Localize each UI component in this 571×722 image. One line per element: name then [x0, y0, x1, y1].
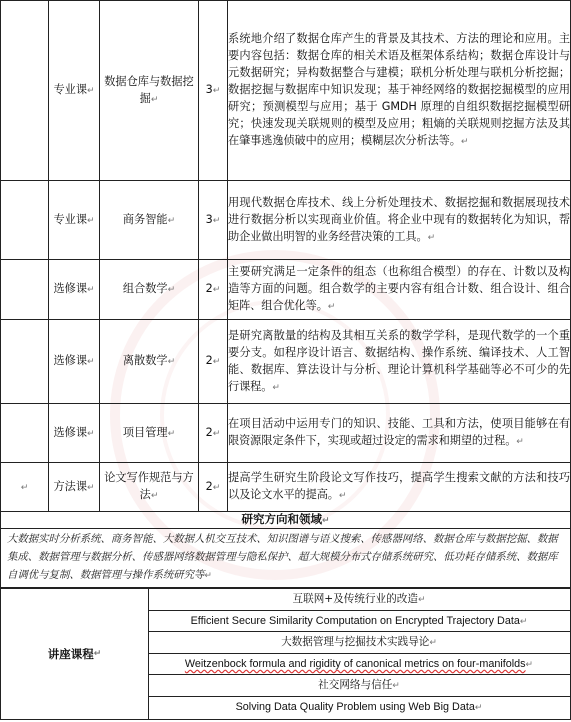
course-type: 专业课↵: [49, 1, 100, 181]
lecture-item: Weitzenbock formula and rigidity of canonical metrics on four-manifolds↵: [148, 654, 570, 676]
course-description: 主要研究满足一定条件的组态（也称组合模型）的存在、计数以及构造等方面的问题。组合数学的主要内容有组合计数、组合设计、组合矩阵、组合优化等。↵: [228, 260, 571, 320]
empty-cell: [1, 320, 49, 404]
course-name: 商务智能↵: [100, 181, 199, 260]
course-name: 论文写作规范与方法↵: [100, 463, 199, 512]
lecture-item: Solving Data Quality Problem using Web Big Data↵: [235, 700, 483, 713]
course-description: 在项目活动中运用专门的知识、技能、工具和方法，使项目能够在有限资源限定条件下，实现或超过设定的需求和期望的过程。↵: [228, 404, 571, 463]
course-credits: 2↵: [199, 404, 228, 463]
table-row: [1, 404, 571, 463]
research-direction-body: 大数据实时分析系统、商务智能、大数据人机交互技术、知识图谱与语义搜索、传感器网络、数据仓库与数据挖掘、数据集成、数据管理与数据分析、传感器网络数据管理与隐私保护、超大规模分布式存储系统研究、低功耗存储系统、数据库自调优与复制、数据管理与操作系统研究等↵: [7, 533, 558, 581]
table-row: [1, 463, 571, 512]
course-type: 方法课↵: [49, 463, 100, 512]
lecture-item: 大数据管理与挖掘技术实践导论↵: [148, 632, 570, 654]
empty-cell: [1, 260, 49, 320]
empty-cell: [1, 1, 49, 181]
course-description: 提高学生研究生阶段论文写作技巧，提高学生搜索文献的方法和技巧以及论文水平的提高。↵: [228, 463, 571, 512]
course-credits: 2↵: [199, 463, 228, 512]
course-description: 用现代数据仓库技术、线上分析处理技术、数据挖掘和数据展现技术进行数据分析以实现商业价值。将企业中现有的数据转化为知识，帮助企业做出明智的业务经营决策的工具。↵: [228, 181, 571, 260]
table-row: [1, 320, 571, 404]
course-credits: 2↵: [199, 260, 228, 320]
lecture-list: [148, 589, 570, 719]
research-direction-title: 研究方向和领域↵: [1, 511, 570, 529]
lecture-courses-label: 讲座课程 ↵: [1, 589, 149, 719]
table-row: [1, 260, 571, 320]
course-description: 是研究离散量的结构及其相互关系的数学学科，是现代数学的一个重要分支。如程序设计语言、数据结构、操作系统、编译技术、人工智能、数据库、算法设计与分析、理论计算机科学基础等必不可少的先行课程。↵: [228, 320, 571, 404]
course-type: 选修课↵: [49, 320, 100, 404]
research-direction-section: [0, 511, 571, 588]
course-name: 项目管理↵: [100, 404, 199, 463]
lecture-item: 互联网+及传统行业的改造↵: [148, 589, 570, 611]
table-row: [1, 1, 571, 181]
lecture-item: 社交网络与信任↵: [148, 675, 570, 697]
course-type: 选修课↵: [49, 260, 100, 320]
course-name: 组合数学↵: [100, 260, 199, 320]
course-type: 专业课↵: [49, 181, 100, 260]
course-name: 离散数学↵: [100, 320, 199, 404]
empty-cell: ↵: [1, 463, 49, 512]
course-credits: 2↵: [199, 320, 228, 404]
course-type: 选修课↵: [49, 404, 100, 463]
lecture-item: Efficient Secure Similarity Computation on Encrypted Trajectory Data↵: [148, 611, 570, 633]
table-row: [1, 181, 571, 260]
course-name: 数据仓库与数据挖掘↵: [100, 1, 199, 181]
course-credits: 3↵: [199, 1, 228, 181]
lecture-courses-section: [0, 588, 571, 720]
course-description: 系统地介绍了数据仓库产生的背景及其技术、方法的理论和应用。主要内容包括：数据仓库的相关术语及框架体系结构；数据仓库设计与元数据研究；异构数据整合与建模；联机分析处理与联机分析挖掘；数据挖掘与数据库中知识发现；基于神经网络的数据挖掘模型的应用研究；预测模型与应用；基于 GMDH 原理的自组织数据挖掘模型研究；快速发现关联规则的模型及应用；粗熵的关联规则挖掘方法及其在肇事逃逸侦破中的应用；模糊层次分析法等。↵: [228, 1, 571, 181]
empty-cell: [1, 181, 49, 260]
empty-cell: [1, 404, 49, 463]
course-credits: 3↵: [199, 181, 228, 260]
